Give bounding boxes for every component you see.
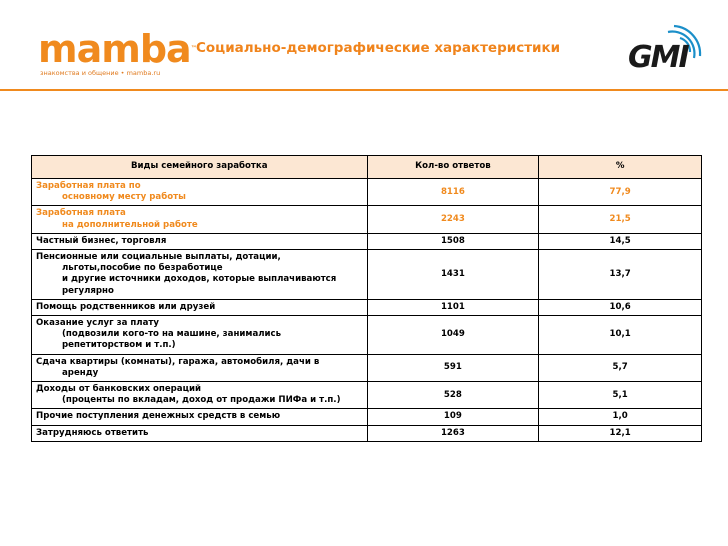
table-row bbox=[32, 425, 702, 441]
income-type-line: льготы,пособие по безработице bbox=[62, 263, 223, 274]
table-row bbox=[32, 299, 702, 315]
count-cell: 591 bbox=[367, 354, 539, 381]
count-cell: 1263 bbox=[367, 425, 539, 441]
income-type-line: на дополнительной работе bbox=[62, 219, 198, 230]
percent-cell: 12,1 bbox=[539, 425, 702, 441]
income-type-line: Помощь родственников или друзей bbox=[36, 301, 216, 312]
mamba-logo bbox=[38, 27, 196, 77]
income-type-cell bbox=[32, 409, 368, 425]
income-type-cell bbox=[32, 206, 368, 233]
header-divider bbox=[0, 89, 728, 91]
income-type-line: (подвозили кого-то на машине, занимались bbox=[62, 329, 282, 340]
income-type-cell bbox=[32, 250, 368, 300]
percent-cell: 5,7 bbox=[539, 354, 702, 381]
column-header-type: Виды семейного заработка bbox=[32, 156, 368, 179]
income-type-cell bbox=[32, 316, 368, 355]
income-type-line: Оказание услуг за плату bbox=[36, 318, 159, 329]
income-type-line: Заработная плата bbox=[36, 208, 126, 219]
income-type-line: и другие источники доходов, которые выплачиваются bbox=[62, 274, 337, 285]
income-type-cell bbox=[32, 299, 368, 315]
income-table bbox=[31, 155, 702, 442]
percent-cell: 1,0 bbox=[539, 409, 702, 425]
income-type-line: репетиторством и т.п.) bbox=[62, 340, 176, 351]
count-cell: 1101 bbox=[367, 299, 539, 315]
income-type-cell bbox=[32, 425, 368, 441]
table-row bbox=[32, 354, 702, 381]
logo-tagline: знакомства и общение • mamba.ru bbox=[40, 69, 161, 77]
count-cell: 109 bbox=[367, 409, 539, 425]
count-cell: 1049 bbox=[367, 316, 539, 355]
table-row bbox=[32, 382, 702, 409]
count-cell: 1508 bbox=[367, 233, 539, 249]
income-type-line: основному месту работы bbox=[62, 192, 186, 203]
gmi-logo bbox=[624, 18, 704, 78]
income-type-cell bbox=[32, 179, 368, 206]
gmi-wordmark: GMI bbox=[628, 40, 688, 75]
income-type-line: Затрудняюсь ответить bbox=[36, 427, 149, 438]
percent-cell: 13,7 bbox=[539, 250, 702, 300]
table-row bbox=[32, 316, 702, 355]
table-row bbox=[32, 179, 702, 206]
income-type-line: Доходы от банковских операций bbox=[36, 384, 202, 395]
percent-cell: 14,5 bbox=[539, 233, 702, 249]
income-type-line: Сдача квартиры (комнаты), гаража, автомобиля, дачи в bbox=[36, 356, 320, 367]
count-cell: 2243 bbox=[367, 206, 539, 233]
percent-cell: 5,1 bbox=[539, 382, 702, 409]
percent-cell: 21,5 bbox=[539, 206, 702, 233]
count-cell: 1431 bbox=[367, 250, 539, 300]
table-row bbox=[32, 409, 702, 425]
income-type-cell bbox=[32, 382, 368, 409]
table-row bbox=[32, 250, 702, 300]
income-type-line: Прочие поступления денежных средств в семью bbox=[36, 411, 281, 422]
column-header-percent: % bbox=[539, 156, 702, 179]
income-type-line: Заработная плата по bbox=[36, 181, 141, 191]
income-type-cell bbox=[32, 354, 368, 381]
percent-cell: 10,1 bbox=[539, 316, 702, 355]
income-type-line: Частный бизнес, торговля bbox=[36, 235, 167, 246]
table-header-row bbox=[32, 156, 702, 179]
table-body bbox=[32, 179, 702, 442]
income-type-cell bbox=[32, 233, 368, 249]
logo-trademark: ™ bbox=[190, 45, 196, 52]
column-header-count: Кол-во ответов bbox=[367, 156, 539, 179]
page-title: Социально-демографические характеристики bbox=[196, 40, 561, 56]
count-cell: 8116 bbox=[367, 179, 539, 206]
income-type-line: (проценты по вкладам, доход от продажи ПИФа и т.п.) bbox=[62, 395, 341, 406]
income-type-line: Пенсионные или социальные выплаты, дотации, bbox=[36, 252, 281, 263]
table-row bbox=[32, 233, 702, 249]
table-row bbox=[32, 206, 702, 233]
logo-wordmark: mamba bbox=[38, 27, 191, 71]
income-type-line: аренду bbox=[62, 367, 99, 378]
count-cell: 528 bbox=[367, 382, 539, 409]
percent-cell: 77,9 bbox=[539, 179, 702, 206]
income-type-line: регулярно bbox=[62, 285, 114, 296]
percent-cell: 10,6 bbox=[539, 299, 702, 315]
